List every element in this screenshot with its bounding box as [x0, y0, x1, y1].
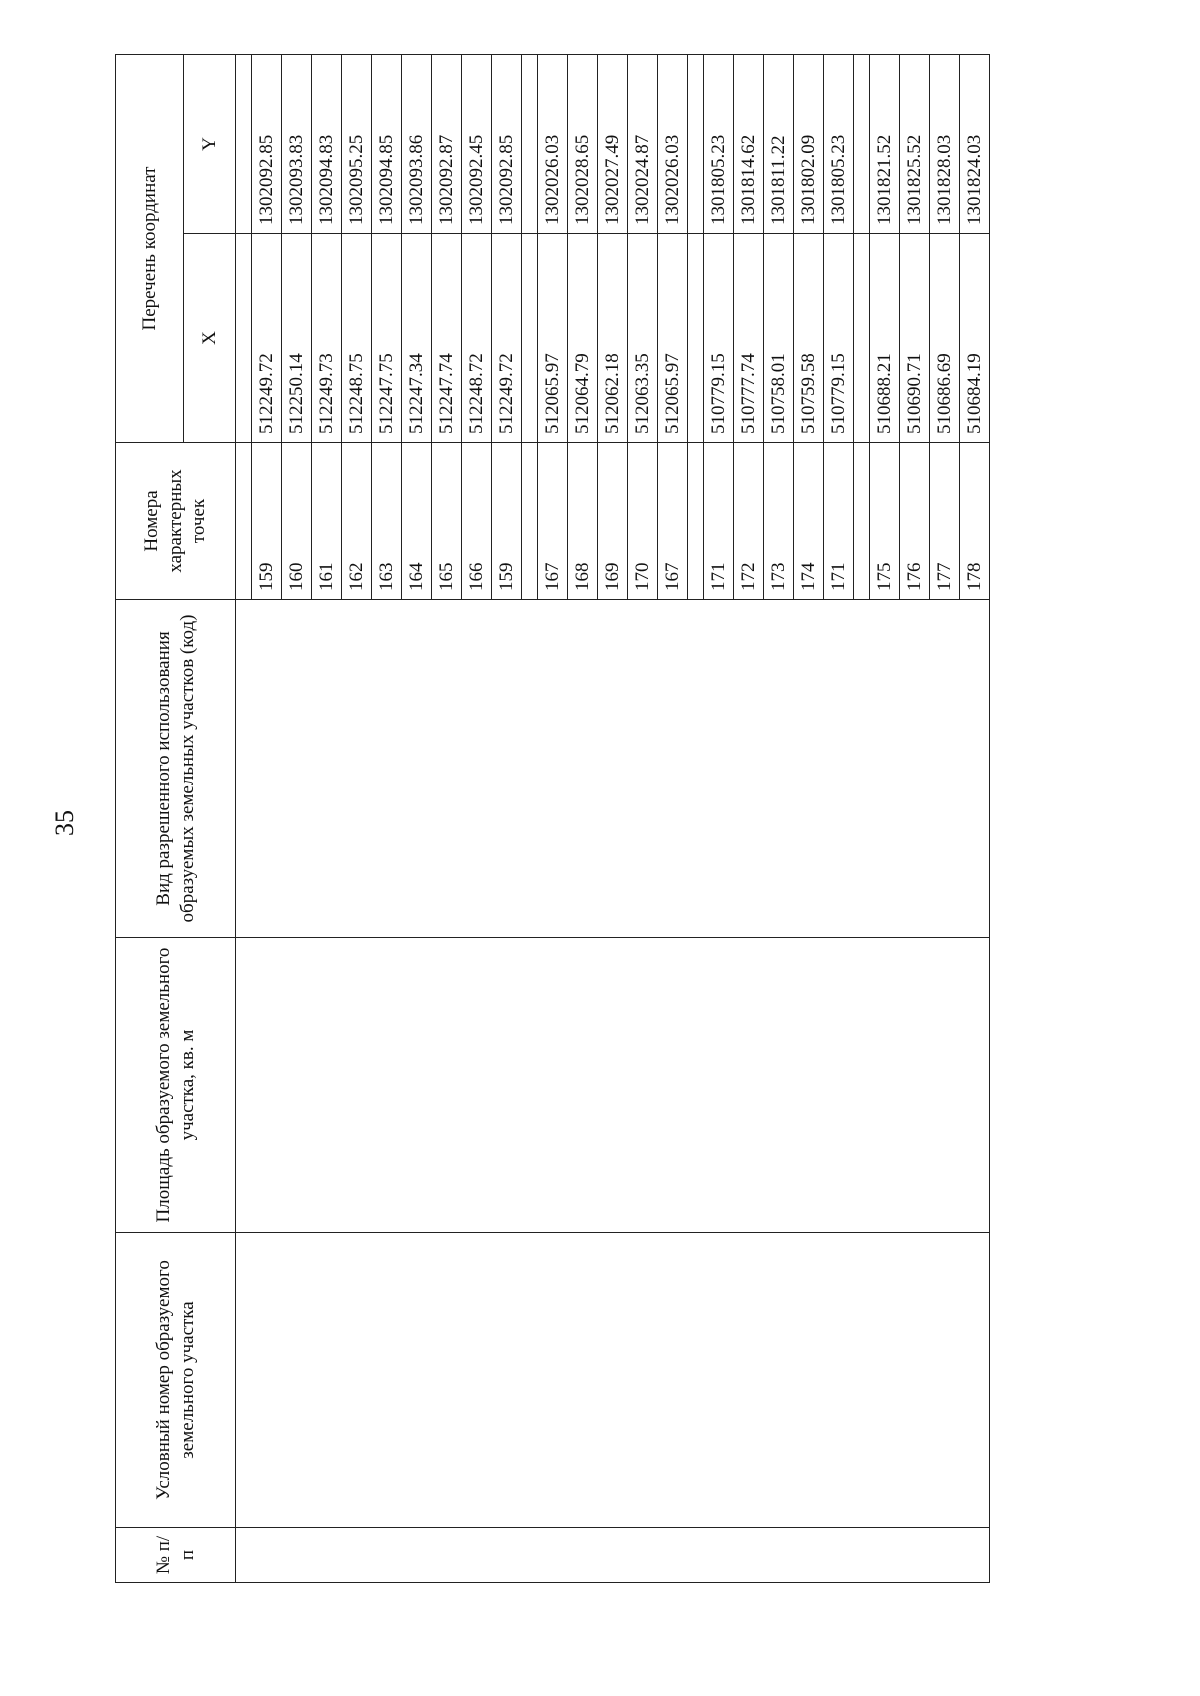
cell-x: 512247.34	[402, 234, 432, 443]
cell-point: 159	[252, 443, 282, 600]
cell-point: 162	[342, 443, 372, 600]
cell-x: 510777.74	[734, 234, 764, 443]
cell-point: 170	[628, 443, 658, 600]
coordinates-table	[115, 54, 990, 1583]
table-body	[236, 54, 990, 1582]
cell-x: 512065.97	[538, 234, 568, 443]
cell-point	[236, 443, 252, 600]
cell-y: 1302092.85	[252, 54, 282, 233]
cell-x: 512248.75	[342, 234, 372, 443]
cell-empty	[522, 443, 538, 600]
cell-empty	[854, 54, 870, 233]
cell-y: 1302092.87	[432, 54, 462, 233]
cell-point: 178	[960, 443, 990, 600]
cell-point: 163	[372, 443, 402, 600]
cell-area	[236, 938, 990, 1233]
cell-x: 510759.58	[794, 234, 824, 443]
cell-use-type	[236, 600, 990, 938]
cell-y: 1302094.85	[372, 54, 402, 233]
cell-point: 166	[462, 443, 492, 600]
cell-empty	[522, 54, 538, 233]
cell-x: 510684.19	[960, 234, 990, 443]
cell-x: 512249.73	[312, 234, 342, 443]
cell-y: 1301825.52	[900, 54, 930, 233]
cell-empty	[854, 234, 870, 443]
cell-x	[236, 234, 252, 443]
cell-y: 1302093.86	[402, 54, 432, 233]
cell-point: 173	[764, 443, 794, 600]
cell-x: 512065.97	[658, 234, 688, 443]
cell-y: 1302094.83	[312, 54, 342, 233]
cell-y: 1301802.09	[794, 54, 824, 233]
cell-x: 512062.18	[598, 234, 628, 443]
cell-x: 510686.69	[930, 234, 960, 443]
cell-y: 1301824.03	[960, 54, 990, 233]
cell-x: 512247.74	[432, 234, 462, 443]
cell-y: 1301814.62	[734, 54, 764, 233]
cell-y: 1302092.45	[462, 54, 492, 233]
cell-empty	[854, 443, 870, 600]
cell-y: 1302026.03	[658, 54, 688, 233]
cell-y: 1301821.52	[870, 54, 900, 233]
cell-x: 510779.15	[824, 234, 854, 443]
cell-empty	[688, 443, 704, 600]
header-y: Y	[184, 54, 236, 233]
cell-empty	[688, 54, 704, 233]
cell-x: 512064.79	[568, 234, 598, 443]
header-coords: Перечень координат	[116, 54, 184, 442]
cell-point: 169	[598, 443, 628, 600]
cell-x: 510690.71	[900, 234, 930, 443]
cell-y: 1302092.85	[492, 54, 522, 233]
header-x: X	[184, 234, 236, 443]
cell-x: 512063.35	[628, 234, 658, 443]
cell-point: 171	[704, 443, 734, 600]
cell-y: 1301811.22	[764, 54, 794, 233]
cell-x: 510758.01	[764, 234, 794, 443]
cell-point: 165	[432, 443, 462, 600]
cell-x: 512247.75	[372, 234, 402, 443]
cell-y: 1302095.25	[342, 54, 372, 233]
cell-point: 168	[568, 443, 598, 600]
cell-num	[236, 1528, 990, 1583]
cell-y: 1302026.03	[538, 54, 568, 233]
cell-point: 175	[870, 443, 900, 600]
cell-point: 167	[658, 443, 688, 600]
header-cond-number: Условный номер образуемого земельного участка	[116, 1233, 236, 1528]
cell-y: 1302027.49	[598, 54, 628, 233]
cell-x: 512250.14	[282, 234, 312, 443]
cell-y: 1301828.03	[930, 54, 960, 233]
cell-y: 1302028.65	[568, 54, 598, 233]
header-points: Номера характерных точек	[116, 443, 236, 600]
cell-x: 512249.72	[252, 234, 282, 443]
cell-point: 161	[312, 443, 342, 600]
page-number: 35	[50, 810, 79, 836]
cell-x: 512248.72	[462, 234, 492, 443]
cell-point: 172	[734, 443, 764, 600]
cell-point: 160	[282, 443, 312, 600]
cell-point: 174	[794, 443, 824, 600]
cell-point: 159	[492, 443, 522, 600]
cell-y	[236, 54, 252, 233]
cell-x: 510688.21	[870, 234, 900, 443]
cell-empty	[522, 234, 538, 443]
cell-empty	[688, 234, 704, 443]
cell-cond-number	[236, 1233, 990, 1528]
cell-point: 176	[900, 443, 930, 600]
rotated-table-container	[115, 55, 1147, 1583]
header-area: Площадь образуемого земельного участка, кв. м	[116, 938, 236, 1233]
cell-x: 510779.15	[704, 234, 734, 443]
cell-y: 1302024.87	[628, 54, 658, 233]
table-row	[236, 54, 252, 1582]
cell-x: 512249.72	[492, 234, 522, 443]
header-num: № п/п	[116, 1528, 236, 1583]
cell-y: 1301805.23	[824, 54, 854, 233]
cell-y: 1302093.83	[282, 54, 312, 233]
cell-point: 167	[538, 443, 568, 600]
cell-y: 1301805.23	[704, 54, 734, 233]
header-use-type: Вид разрешенного использования образуемых земельных участков (код)	[116, 600, 236, 938]
cell-point: 171	[824, 443, 854, 600]
cell-point: 177	[930, 443, 960, 600]
cell-point: 164	[402, 443, 432, 600]
